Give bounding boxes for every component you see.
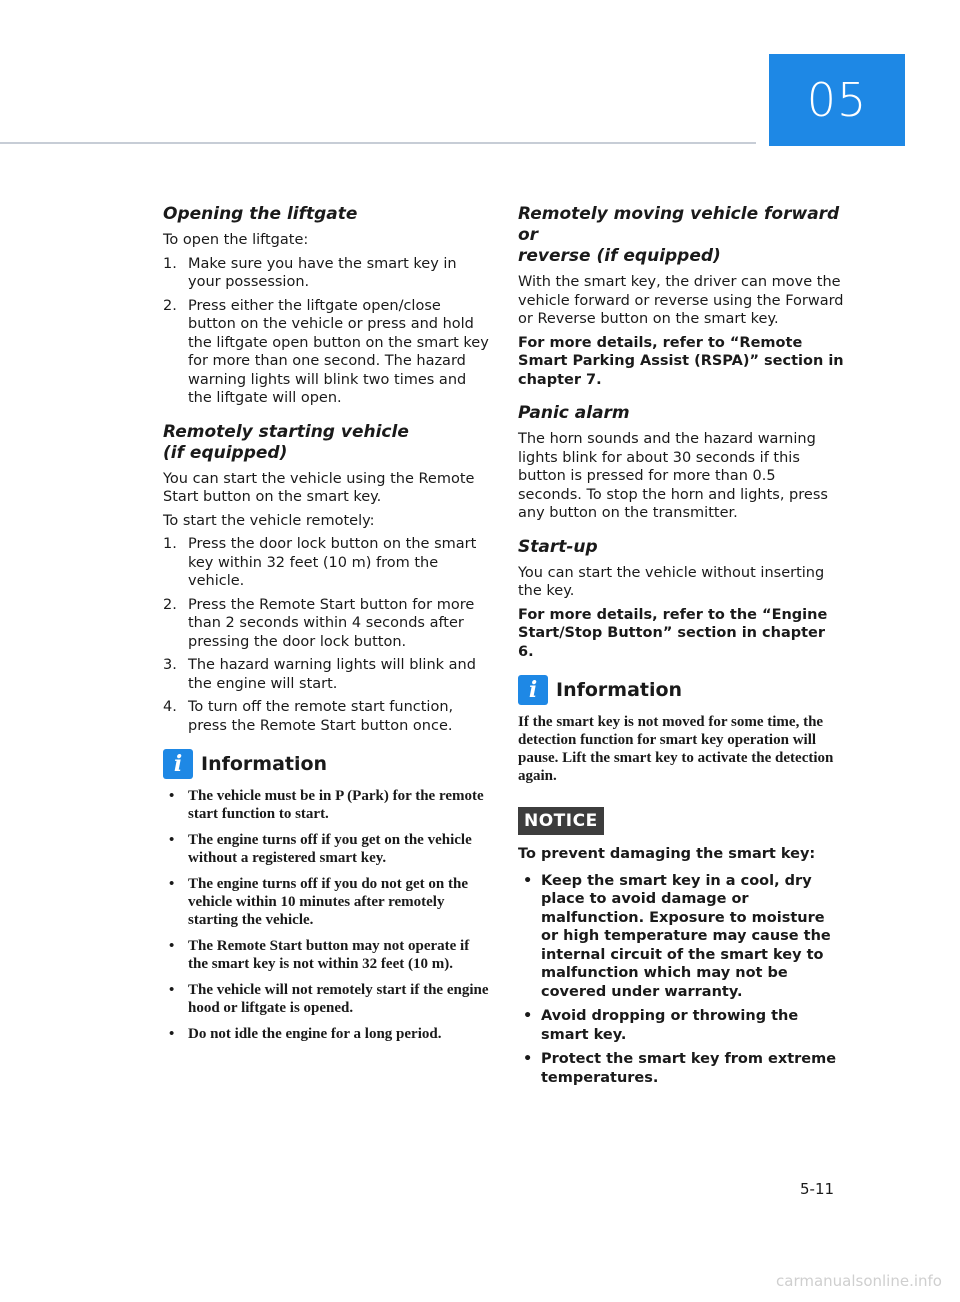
list-item: • Do not idle the engine for a long period.	[163, 1025, 491, 1043]
info-list	[163, 787, 491, 1043]
info-title: Information	[201, 753, 328, 775]
paragraph: To start the vehicle remotely:	[163, 512, 375, 529]
list-item: • The vehicle will not remotely start if the engine hood or liftgate is opened.	[163, 981, 491, 1017]
paragraph-bold: For more details, refer to “Remote Smart Parking Assist (RSPA)” section in chapter 7.	[518, 334, 844, 388]
steps-list	[163, 535, 491, 735]
information-box	[518, 675, 844, 785]
section-heading: Opening the liftgate	[163, 204, 358, 224]
info-title: Information	[556, 679, 683, 701]
info-icon: i	[163, 749, 193, 779]
list-item: 2. Press the Remote Start button for more than 2 seconds within 4 seconds after pressing the door lock button.	[163, 596, 475, 650]
list-item: • Keep the smart key in a cool, dry place to avoid damage or malfunction. Exposure to moisture or high temperature may cause the internal circuit of the smart key to malfunction which may not be covered under warranty.	[518, 872, 844, 1002]
notice-list	[518, 872, 844, 1088]
paragraph: With the smart key, the driver can move the vehicle forward or reverse using the Forward or Reverse button on the smart key.	[518, 274, 844, 327]
paragraph: You can start the vehicle using the Remote Start button on the smart key.	[163, 470, 475, 505]
information-box	[163, 749, 491, 1043]
list-item: • The Remote Start button may not operate if the smart key is not within 32 feet (10 m).	[163, 937, 491, 973]
paragraph: To open the liftgate:	[163, 232, 309, 248]
panic-alarm-section	[518, 403, 844, 523]
list-item: • The engine turns off if you do not get on the vehicle within 10 minutes after remotely starting the vehicle.	[163, 875, 491, 929]
header-rule	[88, 142, 756, 144]
remote-start-section	[163, 422, 491, 736]
list-item: • The vehicle must be in P (Park) for the remote start function to start.	[163, 787, 491, 823]
remote-move-section	[518, 204, 844, 389]
list-item: • The engine turns off if you get on the vehicle without a registered smart key.	[163, 831, 491, 867]
section-heading: Remotely starting vehicle (if equipped)	[163, 421, 409, 463]
chapter-tab: 05	[769, 54, 905, 146]
header-rule-left	[0, 142, 88, 144]
section-heading: Remotely moving vehicle forward or reverse (if equipped)	[518, 204, 840, 266]
notice-box	[518, 795, 844, 1087]
paragraph: The horn sounds and the hazard warning lights blink for about 30 seconds if this button is pressed for more than 0.5 seconds. To stop the horn and lights, press any button on the transmitter.	[518, 431, 828, 521]
info-icon: i	[518, 675, 548, 705]
left-column	[163, 204, 491, 1051]
page-number: 5-11	[800, 1180, 835, 1198]
list-item: 1. Press the door lock button on the smart key within 32 feet (10 m) from the vehicle.	[163, 536, 477, 589]
paragraph: You can start the vehicle without inserting the key.	[518, 564, 825, 599]
list-item: 4. To turn off the remote start function, press the Remote Start button once.	[163, 699, 454, 734]
list-item: • Avoid dropping or throwing the smart key.	[518, 1007, 844, 1044]
steps-list	[163, 255, 491, 408]
paragraph-bold: For more details, refer to the “Engine Start/Stop Button” section in chapter 6.	[518, 606, 828, 660]
section-heading: Panic alarm	[518, 403, 630, 423]
opening-liftgate-section	[163, 204, 491, 408]
notice-label: NOTICE	[518, 807, 604, 835]
section-heading: Start-up	[518, 536, 598, 557]
list-item: • Protect the smart key from extreme temperatures.	[518, 1050, 844, 1087]
info-paragraph: If the smart key is not moved for some time, the detection function for smart key operation will pause. Lift the smart key to activate the detection again.	[518, 714, 834, 784]
list-item: 2. Press either the liftgate open/close button on the vehicle or press and hold the liftgate open button on the smart key for more than one second. The hazard warning lights will blink two times and the liftgate will open.	[163, 297, 489, 406]
right-column	[518, 204, 844, 1093]
list-item: 3. The hazard warning lights will blink and the engine will start.	[163, 657, 476, 692]
startup-section	[518, 537, 844, 662]
list-item: 1. Make sure you have the smart key in your possession.	[163, 255, 457, 290]
notice-intro: To prevent damaging the smart key:	[518, 846, 816, 862]
watermark: carmanualsonline.info	[776, 1272, 942, 1290]
